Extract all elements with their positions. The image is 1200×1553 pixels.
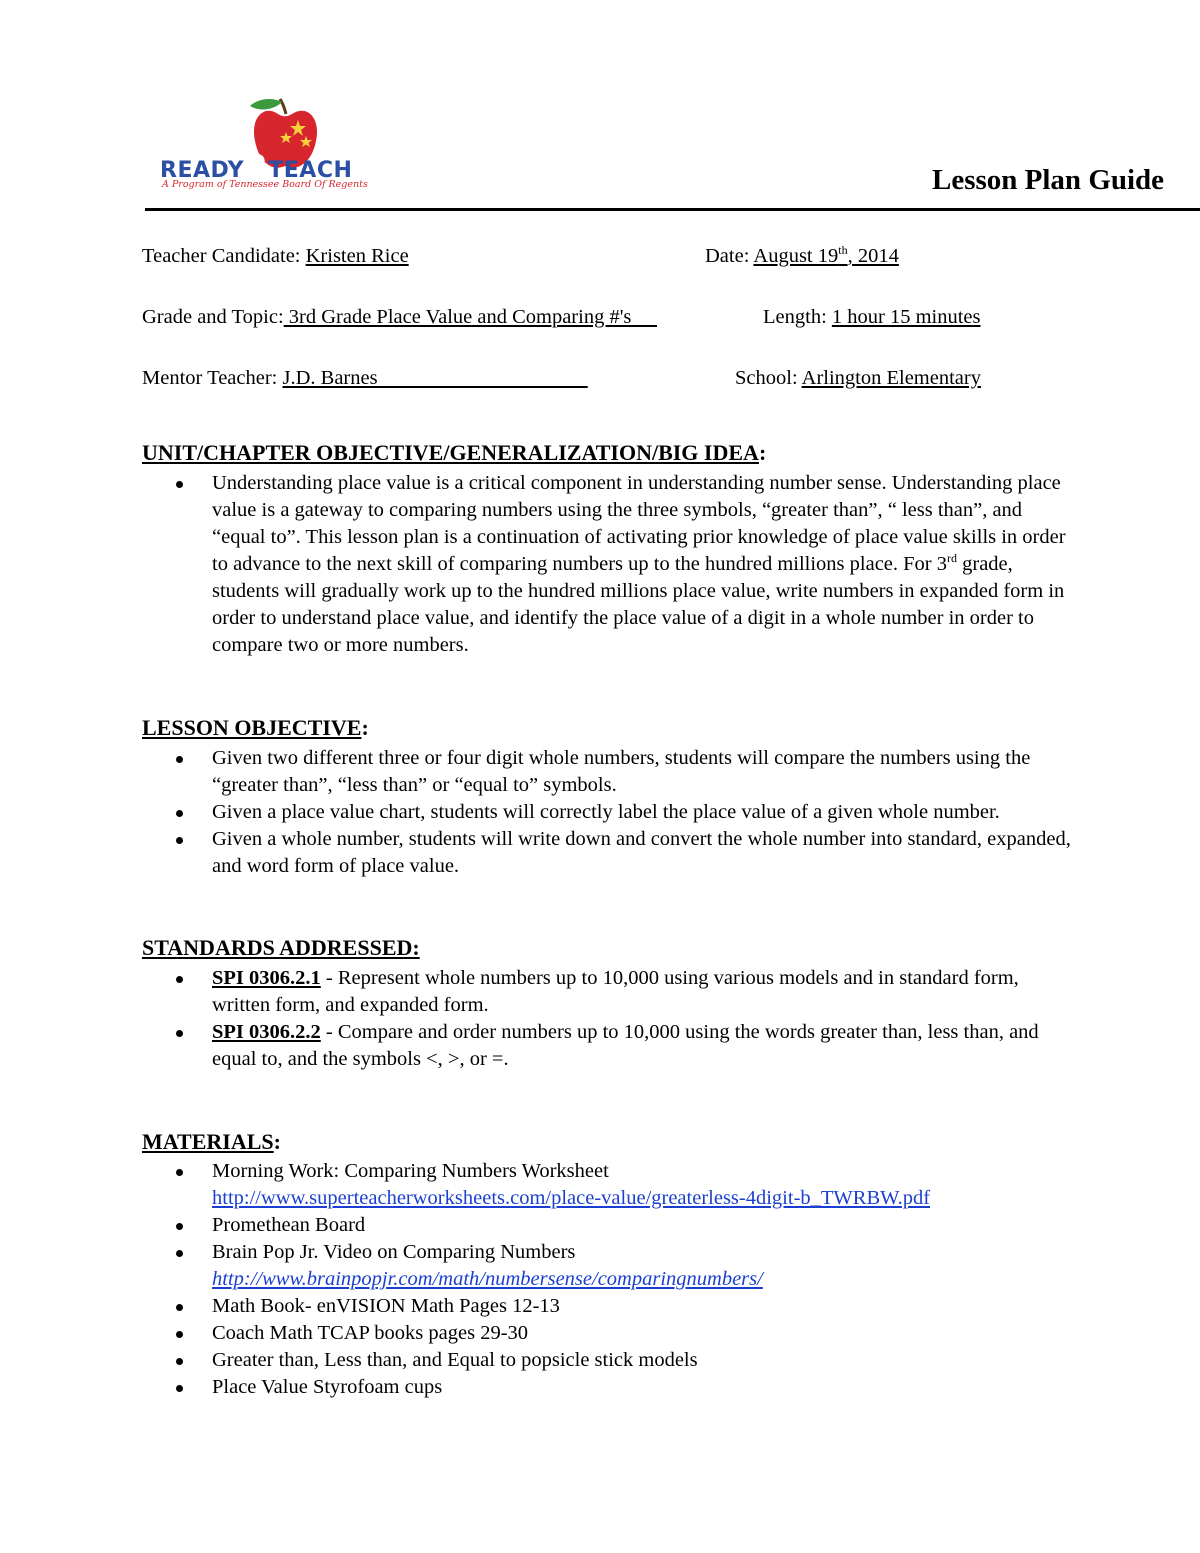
school-label: School: <box>735 367 802 389</box>
logo-text-teach: TEACH <box>268 158 353 183</box>
grade-label: Grade and Topic: <box>142 306 284 328</box>
unit-objective-list <box>0 470 1072 659</box>
standard-code: SPI 0306.2.2 <box>212 1021 321 1043</box>
logo-text-ready: READY <box>160 158 245 183</box>
bullet-icon <box>176 1223 183 1230</box>
mentor-label: Mentor Teacher: <box>142 367 283 389</box>
date-label: Date: <box>705 245 754 267</box>
list-item: Math Book- enVISION Math Pages 12-13 <box>0 1293 1072 1320</box>
list-item: SPI 0306.2.2 - Compare and order numbers up to 10,000 using the words greater than, less than, and equal to, and the symbols <, >, or =. <box>0 1019 1072 1073</box>
length-label: Length: <box>763 306 832 328</box>
date-year: , 2014 <box>847 245 899 267</box>
materials-heading: MATERIALS: <box>142 1129 281 1154</box>
list-item: Coach Math TCAP books pages 29-30 <box>0 1320 1072 1347</box>
logo-tagline: A Program of Tennessee Board Of Regents <box>162 179 368 190</box>
list-item: Promethean Board <box>0 1212 1072 1239</box>
standards-heading: STANDARDS ADDRESSED: <box>142 935 420 960</box>
ready2teach-logo <box>160 96 382 196</box>
header-divider <box>145 208 1200 211</box>
lesson-objective-list <box>0 745 1072 880</box>
bullet-icon <box>176 1250 183 1257</box>
bullet-icon <box>176 1169 183 1176</box>
bullet-icon <box>176 756 183 763</box>
date-value: August 19 <box>753 245 839 267</box>
mentor-teacher-field <box>142 367 588 390</box>
standards-list <box>0 965 1072 1073</box>
list-item: Given two different three or four digit whole numbers, students will compare the numbers using the “greater than”, “less than” or “equal to” symbols. <box>0 745 1072 799</box>
list-item: Given a place value chart, students will correctly label the place value of a given whole number. <box>0 799 1072 826</box>
list-item: Greater than, Less than, and Equal to popsicle stick models <box>0 1347 1072 1374</box>
list-item: Understanding place value is a critical component in understanding number sense. Understanding place value is a gateway to comparing numbers using the three symbols, “greater than”, “ less than”, and “equal to”. This lesson plan is a continuation of activating prior knowledge of place value skills in order to advance to the next skill of comparing numbers up to the hundred millions place. For 3rd grade, students will gradually work up to the hundred millions place value, write numbers in expanded form in order to understand place value, and identify the place value of a digit in a whole number in order to compare two or more numbers. <box>0 470 1072 659</box>
grade-value: 3rd Grade Place Value and Comparing #'s <box>283 306 658 328</box>
list-item: Given a whole number, students will write down and convert the whole number into standard, expanded, and word form of place value. <box>0 826 1072 880</box>
logo-text-2: 2 <box>244 148 269 188</box>
bullet-icon <box>176 1331 183 1338</box>
teacher-value: Kristen Rice <box>305 245 409 267</box>
list-item: Morning Work: Comparing Numbers Worksheet http://www.superteacherworksheets.com/place-value/greaterless-4digit-b_TWRBW.pdf <box>0 1158 1072 1212</box>
teacher-candidate-field <box>142 245 409 268</box>
bullet-icon <box>176 1030 183 1037</box>
mentor-value: J.D. Barnes <box>282 367 588 389</box>
bullet-icon <box>176 810 183 817</box>
bullet-icon <box>176 976 183 983</box>
list-item: SPI 0306.2.1 - Represent whole numbers up to 10,000 using various models and in standard form, written form, and expanded form. <box>0 965 1072 1019</box>
teacher-label: Teacher Candidate: <box>142 245 306 267</box>
date-sup: th <box>838 243 848 258</box>
list-item: Place Value Styrofoam cups <box>0 1374 1072 1401</box>
list-item: Brain Pop Jr. Video on Comparing Numbers http://www.brainpopjr.com/math/numbersense/comparingnumbers/ <box>0 1239 1072 1293</box>
bullet-icon <box>176 837 183 844</box>
brainpop-link[interactable]: http://www.brainpopjr.com/math/numbersense/comparingnumbers/ <box>212 1268 763 1290</box>
bullet-icon <box>176 1358 183 1365</box>
materials-list <box>0 1158 1072 1401</box>
standard-code: SPI 0306.2.1 <box>212 967 321 989</box>
length-value: 1 hour 15 minutes <box>831 306 981 328</box>
school-field <box>735 367 981 390</box>
school-value: Arlington Elementary <box>801 367 981 389</box>
worksheet-link[interactable]: http://www.superteacherworksheets.com/place-value/greaterless-4digit-b_TWRBW.pdf <box>212 1187 931 1209</box>
grade-topic-field <box>142 306 657 329</box>
bullet-icon <box>176 481 183 488</box>
date-field <box>705 245 899 268</box>
bullet-icon <box>176 1385 183 1392</box>
page-title: Lesson Plan Guide <box>932 164 1165 196</box>
unit-objective-heading: UNIT/CHAPTER OBJECTIVE/GENERALIZATION/BIG IDEA: <box>142 440 767 465</box>
bullet-icon <box>176 1304 183 1311</box>
lesson-objective-heading: LESSON OBJECTIVE: <box>142 715 369 740</box>
length-field <box>763 306 981 329</box>
